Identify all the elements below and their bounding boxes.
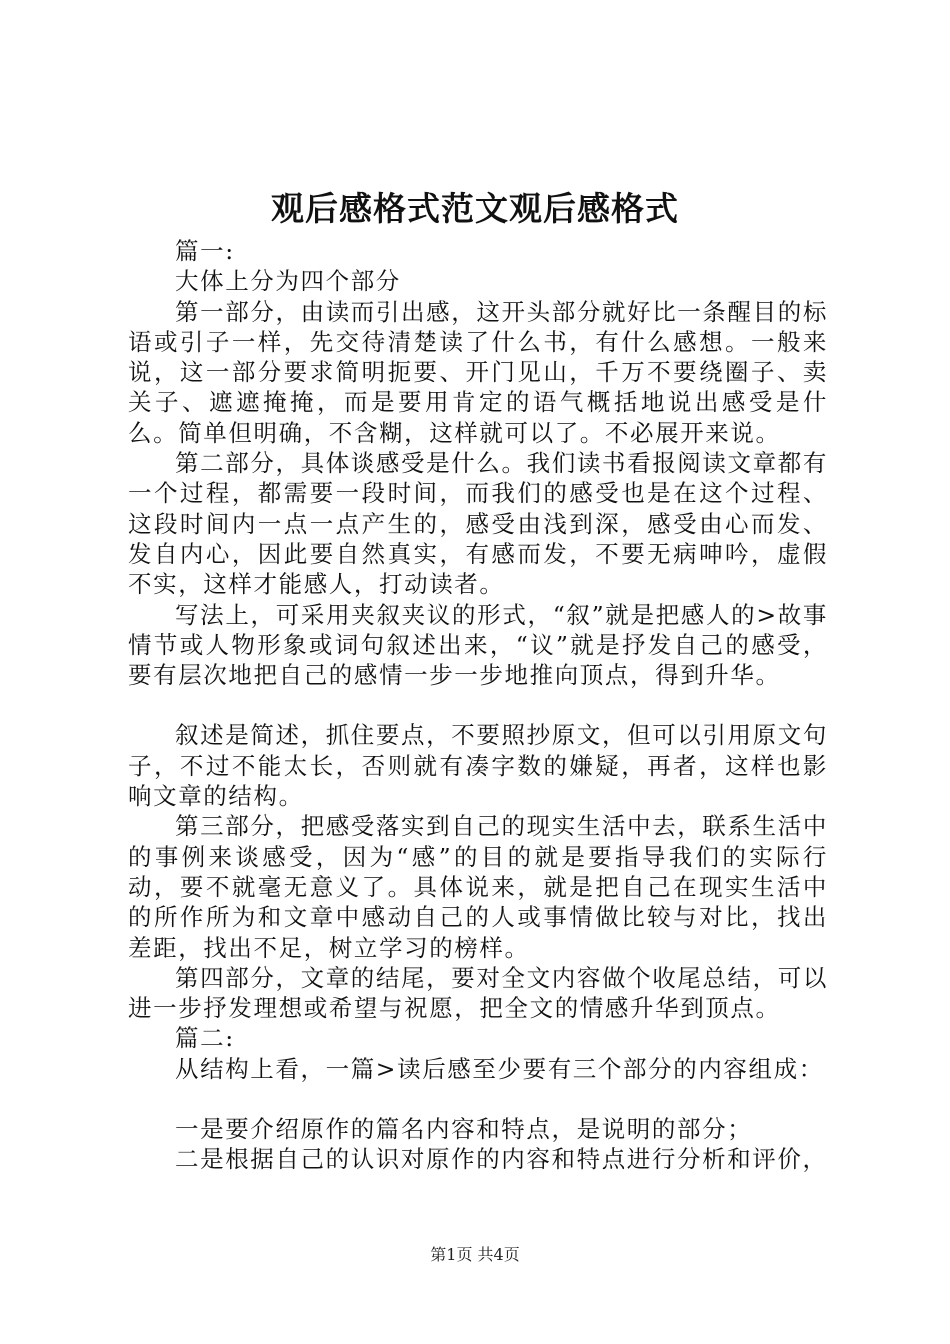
paragraph: 写法上，可采用夹叙夹议的形式，“叙”就是把感人的>故事情节或人物形象或词句叙述出来，“议”就是抒发自己的感受，要有层次地把自己的感情一步一步地推向顶点，得到升华。 [128, 600, 828, 690]
page-footer: 第1页 共4页 [430, 1245, 520, 1264]
paragraph: 第二部分，具体谈感受是什么。我们读书看报阅读文章都有一个过程，都需要一段时间，而我们的感受也是在这个过程、这段时间内一点一点产生的，感受由浅到深，感受由心而发、发自内心，因此要自然真实，有感而发，不要无病呻吟，虚假不实，这样才能感人，打动读者。 [128, 449, 828, 599]
document-title: 观后感格式范文观后感格式 [271, 189, 679, 228]
paragraph: 叙述是简述，抓住要点，不要照抄原文，但可以引用原文句子，不过不能太长，否则就有凑字数的嫌疑，再者，这样也影响文章的结构。 [128, 721, 828, 811]
paragraph: 第四部分，文章的结尾，要对全文内容做个收尾总结，可以进一步抒发理想或希望与祝愿，把全文的情感升华到顶点。 [128, 963, 828, 1023]
paragraph: 大体上分为四个部分 [175, 267, 401, 296]
section-heading-1: 篇一: [175, 237, 235, 265]
paragraph: 二是根据自己的认识对原作的内容和特点进行分析和评价， [175, 1145, 828, 1174]
section-heading-2: 篇二: [175, 1024, 235, 1053]
paragraph: 第一部分，由读而引出感，这开头部分就好比一条醒目的标语或引子一样，先交待清楚读了什么书，有什么感想。一般来说，这一部分要求简明扼要、开门见山，千万不要绕圈子、卖关子、遮遮掩掩，而是要用肯定的语气概括地说出感受是什么。简单但明确，不含糊，这样就可以了。不必展开来说。 [128, 297, 828, 447]
paragraph: 一是要介绍原作的篇名内容和特点，是说明的部分； [175, 1115, 753, 1144]
paragraph: 第三部分，把感受落实到自己的现实生活中去，联系生活中的事例来谈感受，因为“感”的目的就是要指导我们的实际行动，要不就毫无意义了。具体说来，就是把自己在现实生活中的所作所为和文章中感动自己的人或事情做比较与对比，找出差距，找出不足，树立学习的榜样。 [128, 812, 828, 962]
paragraph: 从结构上看，一篇>读后感至少要有三个部分的内容组成： [175, 1054, 824, 1083]
document-body [128, 236, 828, 1175]
